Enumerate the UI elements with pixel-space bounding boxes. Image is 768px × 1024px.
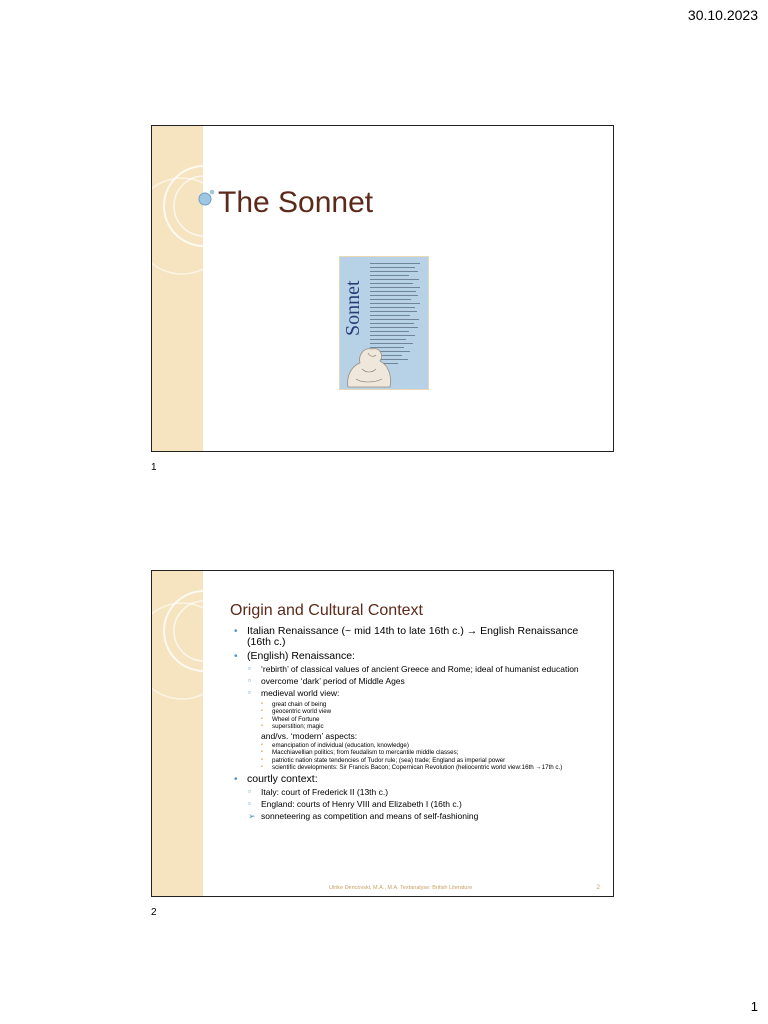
sub-bullet-sonneteering: ➢ sonneteering as competition and means of self-fashioning xyxy=(247,812,604,821)
statue-illustration xyxy=(342,329,402,389)
page-number: 1 xyxy=(750,999,758,1014)
list-item: ▪ patriotic nation state tendencies of Tudor rule; (sea) trade; England as imperial power xyxy=(261,757,604,764)
list-item: ▪ scientific developments: Sir Francis Bacon; Copernican Revolution (heliocentric world view:16th →17th c.) xyxy=(261,764,604,771)
bullet-italian-renaissance: • Italian Renaissance (~ mid 14th to late 16th c.) → English Renaissance (16th c.) xyxy=(234,626,604,648)
list-item: ▪ geocentric world view xyxy=(261,708,604,715)
list-item: ▪ Macchiavellian politics; from feudalism to mercantile middle classes; xyxy=(261,749,604,756)
slide-2 xyxy=(151,570,614,897)
slide-2-number: 2 xyxy=(151,907,157,918)
slide-inner-number: 2 xyxy=(596,884,600,891)
page-date: 30.10.2023 xyxy=(687,7,758,23)
slide-decor-arcs xyxy=(152,126,272,326)
list-item: ▪ superstition; magic xyxy=(261,723,604,730)
list-item: ▪ great chain of being xyxy=(261,701,604,708)
list-item: ▪ Wheel of Fortune xyxy=(261,716,604,723)
bullet-english-renaissance: • (English) Renaissance: xyxy=(234,651,604,662)
modern-aspects-label: and/vs. ‘modern’ aspects: xyxy=(261,731,358,742)
sub-bullet-rebirth: ▫ ‘rebirth’ of classical values of ancient Greece and Rome; ideal of humanist education xyxy=(247,665,604,674)
sub-bullet-italy: ▫ Italy: court of Frederick II (13th c.) xyxy=(247,788,604,797)
slide-title: Origin and Cultural Context xyxy=(230,602,423,619)
book-spine-text: Sonnet xyxy=(342,280,364,337)
list-item: ▪ emancipation of individual (education, knowledge) xyxy=(261,742,604,749)
slide-body xyxy=(234,626,604,824)
slide-title: The Sonnet xyxy=(218,186,374,219)
slide-1-number: 1 xyxy=(151,462,157,473)
book-cover-image xyxy=(339,256,429,390)
sub-bullet-overcome: ▫ overcome ‘dark’ period of Middle Ages xyxy=(247,677,604,686)
slide-footer: Ulrike Dencovski, M.A., M.A. Textanalyse: British Literature xyxy=(329,885,473,891)
sub-bullet-medieval: ▫ medieval world view: xyxy=(247,689,604,698)
sub-bullet-england: ▫ England: courts of Henry VIII and Elizabeth I (16th c.) xyxy=(247,800,604,809)
bullet-courtly-context: • courtly context: xyxy=(234,774,604,785)
slide-1 xyxy=(151,125,614,452)
